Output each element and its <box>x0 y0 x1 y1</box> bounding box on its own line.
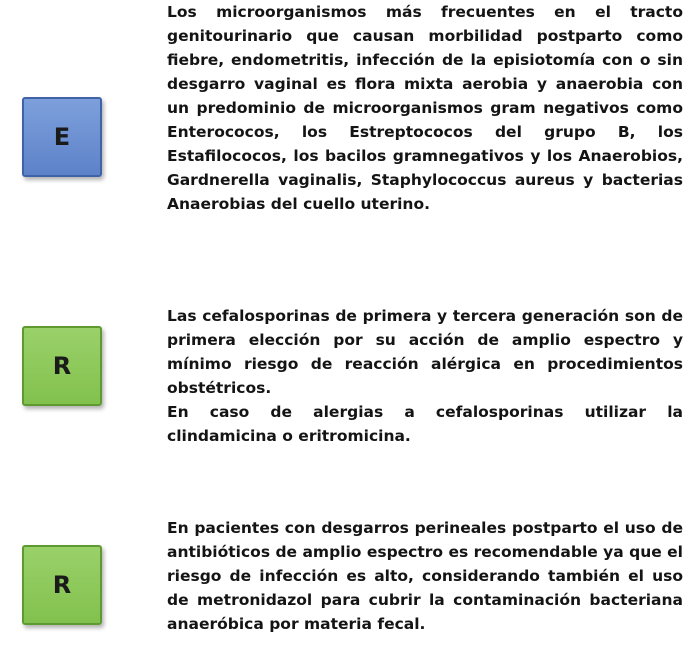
evidence-text <box>167 0 683 216</box>
recommendation-paragraph: En pacientes con desgarros perineales postparto el uso de antibióticos de amplio espectro es recomendable ya que el riesgo de infección es alto, considerando también el uso de metronidazol para cubrir la contaminación bacteriana anaeróbica por materia fecal. <box>167 519 683 633</box>
recommendation-level-badge: R <box>22 545 102 625</box>
evidence-level-badge: E <box>22 97 102 177</box>
evidence-paragraph: Los microorganismos más frecuentes en el tracto genitourinario que causan morbilidad postparto como fiebre, endometritis, infección de la episiotomía con o sin desgarro vaginal es flora mixta aerobia y anaerobia con un predominio de microorganismos gram negativos como Enterococos, los Estreptococos del grupo B, los Estafilococos, los bacilos gramnegativos y los Anaerobios, Gardnerella vaginalis, Staphylococcus aureus y bacterias Anaerobias del cuello uterino. <box>167 3 683 213</box>
recommendation-text <box>167 304 683 448</box>
recommendation-text <box>167 516 683 636</box>
recommendation-paragraph: En caso de alergias a cefalosporinas utilizar la clindamicina o eritromicina. <box>167 403 683 445</box>
recommendation-level-badge: R <box>22 326 102 406</box>
recommendation-paragraph: Las cefalosporinas de primera y tercera generación son de primera elección por su acción de amplio espectro y mínimo riesgo de reacción alérgica en procedimientos obstétricos. <box>167 307 683 397</box>
